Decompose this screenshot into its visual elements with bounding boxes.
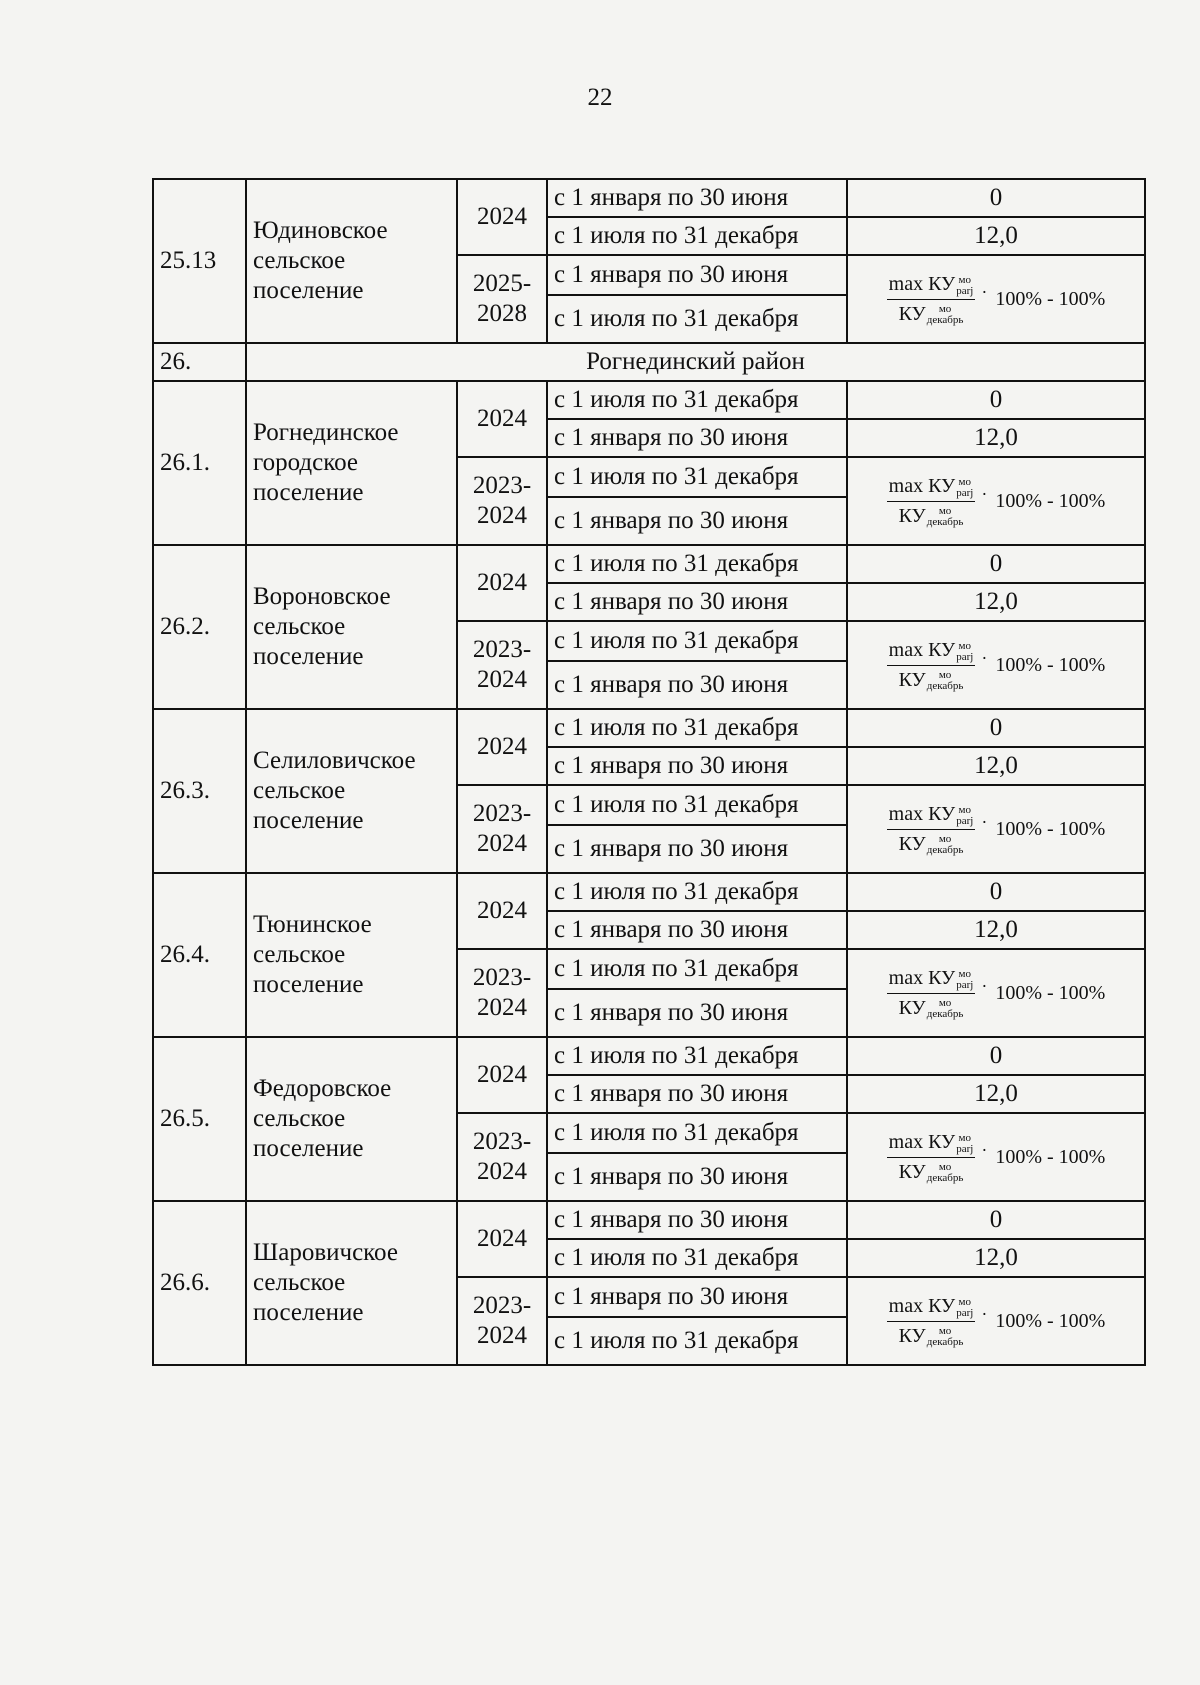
row-number: 26.1. xyxy=(153,381,246,545)
formula-denominator: КУ мо декабрь xyxy=(898,302,964,326)
table-row xyxy=(153,179,1145,217)
period-cell: с 1 января по 30 июня xyxy=(547,989,847,1037)
settlement-name: Селиловичское сельское поселение xyxy=(246,709,457,873)
formula-cell xyxy=(847,621,1145,709)
formula-multiply-sign: · xyxy=(981,484,988,505)
settlement-name: Федоровское сельское поселение xyxy=(246,1037,457,1201)
table-row xyxy=(153,381,1145,419)
period-cell: с 1 января по 30 июня xyxy=(547,1153,847,1201)
year-range: 2024 xyxy=(457,179,547,255)
formula-multiply-sign: · xyxy=(981,976,988,997)
period-cell: с 1 января по 30 июня xyxy=(547,747,847,785)
table-row xyxy=(153,1201,1145,1239)
formula-fraction xyxy=(887,474,976,528)
value-cell: 12,0 xyxy=(847,419,1145,457)
period-cell: с 1 июля по 31 декабря xyxy=(547,621,847,661)
formula-multiply-sign: · xyxy=(981,1140,988,1161)
value-cell: 0 xyxy=(847,1037,1145,1075)
value-cell: 12,0 xyxy=(847,747,1145,785)
formula-cell xyxy=(847,1113,1145,1201)
formula-fraction xyxy=(887,272,976,326)
value-cell: 12,0 xyxy=(847,911,1145,949)
growth-formula xyxy=(854,638,1138,692)
growth-formula xyxy=(854,272,1138,326)
formula-cell xyxy=(847,457,1145,545)
period-cell: с 1 января по 30 июня xyxy=(547,1277,847,1317)
period-cell: с 1 июля по 31 декабря xyxy=(547,785,847,825)
value-cell: 12,0 xyxy=(847,583,1145,621)
value-cell: 12,0 xyxy=(847,1239,1145,1277)
value-cell: 0 xyxy=(847,1201,1145,1239)
formula-fraction xyxy=(887,1130,976,1184)
table-row xyxy=(153,709,1145,747)
formula-numerator: max КУ мо parj xyxy=(887,638,976,665)
region-title: Рогнединский район xyxy=(246,343,1145,381)
formula-tail: 100% - 100% xyxy=(995,490,1106,512)
formula-denominator: КУ мо декабрь xyxy=(898,504,964,528)
table-row xyxy=(153,873,1145,911)
formula-tail: 100% - 100% xyxy=(995,1146,1106,1168)
period-cell: с 1 июля по 31 декабря xyxy=(547,1239,847,1277)
value-cell: 12,0 xyxy=(847,217,1145,255)
settlement-name: Вороновское сельское поселение xyxy=(246,545,457,709)
period-cell: с 1 января по 30 июня xyxy=(547,497,847,545)
formula-numerator: max КУ мо parj xyxy=(887,802,976,829)
formula-denominator: КУ мо декабрь xyxy=(898,668,964,692)
formula-cell xyxy=(847,1277,1145,1365)
period-cell: с 1 июля по 31 декабря xyxy=(547,873,847,911)
value-cell: 0 xyxy=(847,545,1145,583)
formula-fraction xyxy=(887,638,976,692)
period-cell: с 1 января по 30 июня xyxy=(547,1201,847,1239)
tariff-table-body xyxy=(153,179,1145,1365)
formula-multiply-sign: · xyxy=(981,1304,988,1325)
value-cell: 0 xyxy=(847,709,1145,747)
year-range: 2023- 2024 xyxy=(457,621,547,709)
region-row xyxy=(153,343,1145,381)
formula-denominator: КУ мо декабрь xyxy=(898,1324,964,1348)
formula-denominator: КУ мо декабрь xyxy=(898,832,964,856)
row-number: 26.3. xyxy=(153,709,246,873)
growth-formula xyxy=(854,1130,1138,1184)
period-cell: с 1 января по 30 июня xyxy=(547,825,847,873)
settlement-name: Рогнединское городское поселение xyxy=(246,381,457,545)
formula-numerator: max КУ мо parj xyxy=(887,474,976,501)
period-cell: с 1 января по 30 июня xyxy=(547,255,847,295)
row-number: 26.6. xyxy=(153,1201,246,1365)
formula-cell xyxy=(847,949,1145,1037)
formula-multiply-sign: · xyxy=(981,282,988,303)
row-number: 26.2. xyxy=(153,545,246,709)
formula-tail: 100% - 100% xyxy=(995,982,1106,1004)
period-cell: с 1 июля по 31 декабря xyxy=(547,1317,847,1365)
period-cell: с 1 июля по 31 декабря xyxy=(547,381,847,419)
period-cell: с 1 июля по 31 декабря xyxy=(547,217,847,255)
row-number: 25.13 xyxy=(153,179,246,343)
formula-tail: 100% - 100% xyxy=(995,288,1106,310)
period-cell: с 1 января по 30 июня xyxy=(547,583,847,621)
period-cell: с 1 июля по 31 декабря xyxy=(547,457,847,497)
tariff-table xyxy=(152,178,1146,1366)
period-cell: с 1 июля по 31 декабря xyxy=(547,1113,847,1153)
year-range: 2024 xyxy=(457,1037,547,1113)
settlement-name: Юдиновское сельское поселение xyxy=(246,179,457,343)
formula-tail: 100% - 100% xyxy=(995,818,1106,840)
settlement-name: Шаровичское сельское поселение xyxy=(246,1201,457,1365)
formula-fraction xyxy=(887,802,976,856)
formula-cell xyxy=(847,785,1145,873)
growth-formula xyxy=(854,802,1138,856)
formula-multiply-sign: · xyxy=(981,648,988,669)
formula-cell xyxy=(847,255,1145,343)
year-range: 2024 xyxy=(457,873,547,949)
year-range: 2023- 2024 xyxy=(457,949,547,1037)
period-cell: с 1 января по 30 июня xyxy=(547,419,847,457)
table-row xyxy=(153,1037,1145,1075)
formula-denominator: КУ мо декабрь xyxy=(898,996,964,1020)
table-row xyxy=(153,545,1145,583)
value-cell: 12,0 xyxy=(847,1075,1145,1113)
year-range: 2023- 2024 xyxy=(457,785,547,873)
year-range: 2024 xyxy=(457,381,547,457)
value-cell: 0 xyxy=(847,179,1145,217)
period-cell: с 1 июля по 31 декабря xyxy=(547,295,847,343)
year-range: 2023- 2024 xyxy=(457,1277,547,1365)
growth-formula xyxy=(854,474,1138,528)
growth-formula xyxy=(854,966,1138,1020)
settlement-name: Тюнинское сельское поселение xyxy=(246,873,457,1037)
year-range: 2024 xyxy=(457,1201,547,1277)
row-number: 26.4. xyxy=(153,873,246,1037)
formula-fraction xyxy=(887,966,976,1020)
period-cell: с 1 июля по 31 декабря xyxy=(547,545,847,583)
page-number: 22 xyxy=(587,84,613,111)
growth-formula xyxy=(854,1294,1138,1348)
year-range: 2024 xyxy=(457,545,547,621)
year-range: 2023- 2024 xyxy=(457,1113,547,1201)
year-range: 2025- 2028 xyxy=(457,255,547,343)
period-cell: с 1 января по 30 июня xyxy=(547,911,847,949)
formula-multiply-sign: · xyxy=(981,812,988,833)
value-cell: 0 xyxy=(847,873,1145,911)
period-cell: с 1 января по 30 июня xyxy=(547,1075,847,1113)
year-range: 2024 xyxy=(457,709,547,785)
row-number: 26. xyxy=(153,343,246,381)
period-cell: с 1 июля по 31 декабря xyxy=(547,709,847,747)
row-number: 26.5. xyxy=(153,1037,246,1201)
formula-denominator: КУ мо декабрь xyxy=(898,1160,964,1184)
formula-numerator: max КУ мо parj xyxy=(887,966,976,993)
period-cell: с 1 июля по 31 декабря xyxy=(547,949,847,989)
year-range: 2023- 2024 xyxy=(457,457,547,545)
period-cell: с 1 января по 30 июня xyxy=(547,661,847,709)
formula-fraction xyxy=(887,1294,976,1348)
period-cell: с 1 июля по 31 декабря xyxy=(547,1037,847,1075)
formula-numerator: max КУ мо parj xyxy=(887,272,976,299)
formula-tail: 100% - 100% xyxy=(995,654,1106,676)
value-cell: 0 xyxy=(847,381,1145,419)
period-cell: с 1 января по 30 июня xyxy=(547,179,847,217)
formula-numerator: max КУ мо parj xyxy=(887,1294,976,1321)
formula-tail: 100% - 100% xyxy=(995,1310,1106,1332)
formula-numerator: max КУ мо parj xyxy=(887,1130,976,1157)
